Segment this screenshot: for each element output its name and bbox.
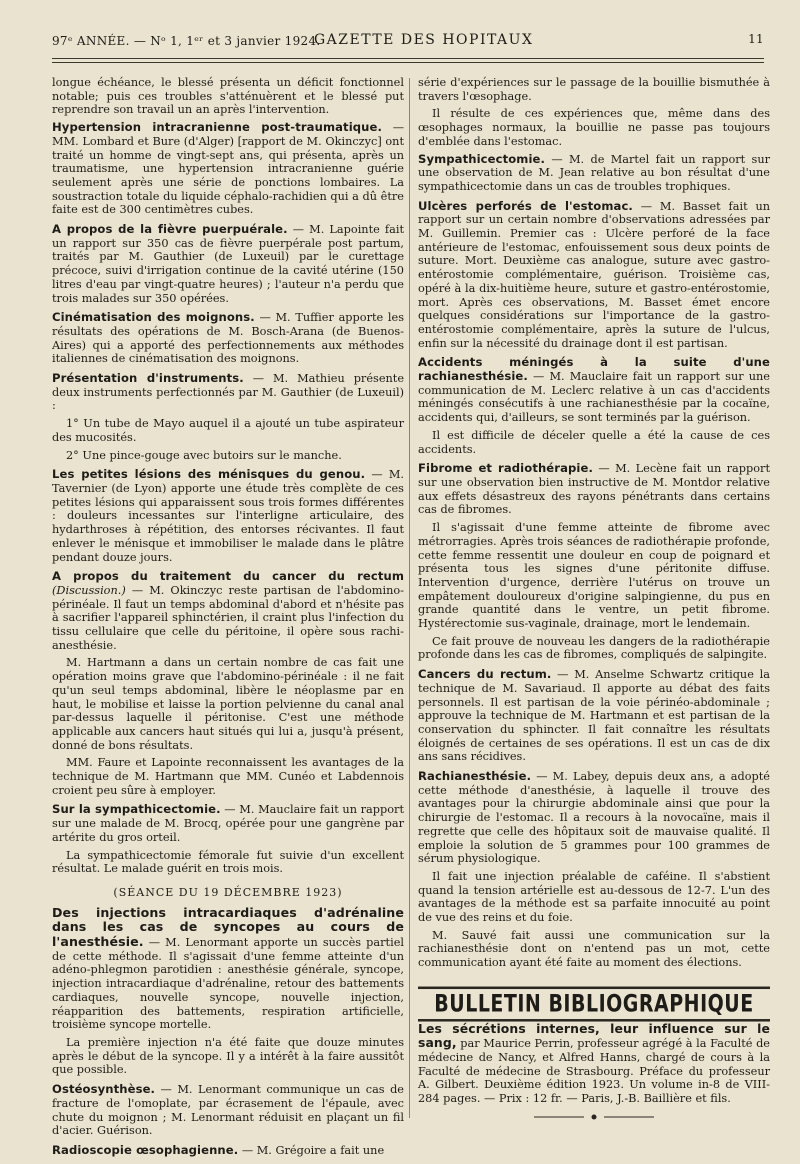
section-sympathicectomie [52,803,404,876]
section-text: — M. Mauclaire fait un rapport sur une communication de M. Leclerc relative à un cas d'accidents méningés consécutifs à une rachianesthésie par la cocaïne, accidents qui, d'ailleurs, se sont terminés par la guérison. [418,370,770,425]
right-column [418,76,770,1126]
page-header [52,30,764,52]
bulletin-heading: BULLETIN BIBLIOGRAPHIQUE [418,986,770,1021]
paragraph: Il résulte de ces expériences que, même dans des œsophages normaux, la bouillie ne passe pas toujours d'emblée dans l'estomac. [418,107,770,148]
section-title: Présentation d'instruments. [52,371,244,386]
section-text: — M. Tuffier apporte les résultats des opérations de M. Bosch-Arana (de Buenos-Aires) qui a apporté des perfectionnements aux méthodes italiennes de cinématisation des moignons. [52,311,404,366]
section-cinematisation [52,311,404,366]
section-osteosynthese [52,1083,404,1138]
section-title: Ulcères perforés de l'estomac. [418,198,633,213]
section-title: Des injections intracardiaques d'adrénaline dans les cas de syncopes au cours de l'anesthésie. [52,904,404,950]
paragraph: Ce fait prouve de nouveau les dangers de la radiothérapie profonde dans les cas de fibromes, compliqués de salpingite. [418,634,770,662]
section-text: — M. Anselme Schwartz critique la technique de M. Savariaud. Il apporte au débat des faits personnels. Il est partisan de la voie périnéo-abdominale ; approuve la technique de M. Hartmann et est partisan de la conservation du sphincter. Il fait connaître les résultats éloignés de certaines de ses opérations. Il est un cas de dix ans sans récidives. [418,668,770,764]
section-title: Cinématisation des moignons. [52,310,255,325]
section-text: — M. Tavernier (de Lyon) apporte une étude très complète de ces petites lésions qui apparaissent sous trois formes différentes : douleurs incessantes sur l'interligne articulaire, des hydarthroses à répétition, des entorses récivantes. Il faut enlever le ménisque et immobiliser le malade dans le plâtre pendant douze jours. [52,468,405,564]
seance-heading: (SÉANCE DU 19 DÉCEMBRE 1923) [113,885,343,899]
right-intro: série d'expériences sur le passage de la bouillie bismuthée à travers l'œsophage. [418,76,770,103]
section-text: — M. Mathieu présente deux instruments perfectionnés par M. Gauthier (de Luxeuil) : [52,372,404,413]
section-text: — M. Mauclaire fait un rapport sur une malade de M. Brocq, opérée pour une gangrène par artérite du gros orteil. [52,803,404,844]
section-injections-intracardiaques [52,906,404,1077]
header-rule [52,58,764,59]
section-title: Rachianesthésie. [418,769,532,784]
section-text: — M. Labey, depuis deux ans, a adopté cette méthode d'anesthésie, à laquelle il trouve des avantages pour la chirurgie abdominale ainsi que pour la chirurgie de l'estomac. Il a recours à la novocaïne, mais il regrette que celle des hôpitaux soit de mauvaise qualité. Il emploie la solution de 5 grammes pour 100 grammes de sérum physiologique. [418,770,770,866]
section-text: — M. Okinczyc reste partisan de l'abdomino-périnéale. Il faut un temps abdominal d'abord et n'hésite pas à sacrifier l'appareil sphinctérien, il craint plus l'infection du tissu cellulaire que celle du péritoine, il opère sous rachi-anesthésie. [52,583,404,652]
section-title: A propos de la fièvre puerpuérale. [52,222,288,237]
section-cancers-rectum [418,668,770,764]
book-details: par Maurice Perrin, professeur agrégé à la Faculté de médecine de Nancy, et Alfred Hanns, chargé de cours à la Faculté de médecine de Strasbourg. Préface du professeur A. Gilbert. Deuxième édition 1923. Un volume in-8 de VIII-284 pages. — Prix : 12 fr. — Paris, J.-B. Baillière et fils. [418,1037,770,1106]
paragraph: La sympathicectomie fémorale fut suivie d'un excellent résultat. Le malade guérit en trois mois. [52,848,404,876]
section-hypertension [52,121,404,217]
paragraph: Il est difficile de déceler quelle a été la cause de ces accidents. [418,428,770,456]
end-ornament [418,1112,770,1126]
section-text: — M. Lapointe fait un rapport sur 350 cas de fièvre puerpérale post partum, traités par M. Gauthier (de Luxeuil) par le curettage précoce, suivi d'irrigation continue de la cavité utérine (150 litres d'eau par vingt-quatre heures) ; l'auteur n'a perdu que trois malades sur 350 opérées. [52,223,404,305]
paragraph: La première injection n'a été faite que douze minutes après le début de la syncope. Il y a intérêt à la faire aussitôt que possible. [52,1036,404,1077]
left-intro: longue échéance, le blessé présenta un déficit fonctionnel notable; puis ces troubles s'atténuèrent et le blessé put reprendre son travail un an après l'intervention. [52,76,404,117]
section-text: — M. Grégoire a fait une [238,1143,385,1157]
section-rachianesthesie [418,770,770,970]
journal-title: GAZETTE DES HOPITAUX [314,32,534,48]
column-divider [409,78,410,1118]
section-fibrome [418,462,770,662]
section-cancer-rectum [52,570,404,797]
section-text: — M. Lenormant apporte un succès partiel de cette méthode. Il s'agissait d'une femme atteinte d'un adéno-phlegmon parotidien : anesthésie générale, syncope, injection intracardiaque d'adrénaline, retour des battements cardiaques, nouvelle syncope, nouvelle injection, réapparition des battements, respiration artificielle, troisième syncope mortelle. [52,936,404,1032]
issue-line: 97ᵉ ANNÉE. — Nᵒ 1, 1ᵉʳ et 3 janvier 1924. [52,34,321,48]
section-ulceres [418,200,770,351]
section-fievre-puerperale [52,223,404,305]
section-menisques [52,468,404,564]
section-title: A propos du traitement du cancer du rectum [52,569,404,584]
section-text: — M. de Martel fait un rapport sur une observation de M. Jean relative au bon résultat d'une sympathicectomie dans un cas de troubles trophiques. [418,152,770,193]
section-title: Cancers du rectum. [418,667,552,682]
section-title: Les petites lésions des ménisques du genou. [52,467,366,482]
paragraph: M. Sauvé fait aussi une communication sur la rachianesthésie dont on n'entend pas un mot, cette communication ayant été faite au moment des élections. [418,928,770,970]
section-text: — M. Basset fait un rapport sur un certain nombre d'observations adressées par M. Guillemin. Premier cas : Ulcère perforé de la face antérieure de l'estomac, enfouissement sous deux points de suture. Mort. Deuxième cas analogue, suture avec gastro-entérostomie complémentaire, guérison. Troisième cas, opéré à la dix-huitième heure, suture et gastro-entérostomie, mort. Après ces observations, M. Basset émet encore quelques considérations sur l'importance de la gastro-entérostomie complémentaire, après la suture de l'ulcus, enfin sur la nécessité du drainage dont il est partisan. [418,199,770,350]
section-sympathicectomie-2 [418,153,770,194]
paragraph: MM. Faure et Lapointe reconnaissent les avantages de la technique de M. Hartmann que MM. Cunéo et Labdennois croient peu sûre à employer. [52,756,404,797]
section-text: — MM. Lombard et Bure (d'Alger) [rapport de M. Okinczyc] ont traité un homme de vingt-sept ans, qui présenta, après un traumatisme, une hypertension intracranienne guérie seulement après une série de ponctions lombaires. La soustraction totale du liquide céphalo-rachidien qui a dû être faite est de 300 centimètres cubes. [52,121,405,217]
book-title: Les sécrétions internes, leur influence sur le sang, [418,1020,770,1051]
section-text: — M. Lenormant communique un cas de fracture de l'omoplate, par écrasement de l'épaule, avec chute du moignon ; M. Lenormant réduisit en plaçant un fil d'acier. Guérison. [52,1083,404,1138]
header-rule-2 [52,62,764,63]
instrument-item: 1° Un tube de Mayo auquel il a ajouté un tube aspirateur des mucosités. [52,417,404,444]
left-column [52,76,404,1164]
section-radioscopie [52,1144,404,1158]
section-title: Accidents méningés à la suite d'une rachianesthésie. [418,355,770,384]
paragraph: M. Hartmann a dans un certain nombre de cas fait une opération moins grave que l'abdomino-périnéale : il ne fait qu'un seul temps abdominal, libère le néoplasme par en haut, le mobilise et laisse la portion pelvienne du canal anal par-dessus laquelle il péritonise. C'est une méthode applicable aux cancers haut situés qui lui a, jusqu'à présent, donné de bons résultats. [52,656,404,752]
paragraph: Il s'agissait d'une femme atteinte de fibrome avec métrorragies. Après trois séances de radiothérapie profonde, cette femme ressentit une douleur en coup de poignard et présenta tous les signes d'une péritonite diffuse. Intervention d'urgence, derrière l'utérus on trouve un empâtement douloureux d'origine salpingienne, du pus en grande quantité dans le ventre, un petit fibrome. Hystérectomie sus-vaginale, drainage, mort le lendemain. [418,521,770,631]
section-title: Sur la sympathicectomie. [52,802,221,817]
section-accidents-meninges [418,356,770,456]
section-title: Hypertension intracranienne post-traumatique. [52,120,382,135]
ornament-rule-icon [534,1113,654,1121]
instrument-item: 2° Une pince-gouge avec butoirs sur le manche. [66,448,342,462]
paragraph: Il fait une injection préalable de caféine. Il s'abstient quand la tension artérielle est au-dessous de 12-7. L'un des avantages de la méthode est sa parfaite innocuité au point de vue des reins et du foie. [418,869,770,925]
section-text: — M. Lecène fait un rapport sur une observation bien instructive de M. Montdor relative aux effets désastreux des rayons pénétrants dans certains cas de fibromes. [418,462,771,517]
section-title: Ostéosynthèse. [52,1082,156,1097]
section-title: Fibrome et radiothérapie. [418,461,593,476]
section-instruments [52,372,404,462]
bibliography-entry [418,1022,770,1106]
section-title: Sympathicectomie. [418,151,546,166]
discussion-label: (Discussion.) [52,583,126,597]
section-title: Radioscopie œsophagienne. [52,1142,239,1157]
page-number: 11 [748,32,764,46]
